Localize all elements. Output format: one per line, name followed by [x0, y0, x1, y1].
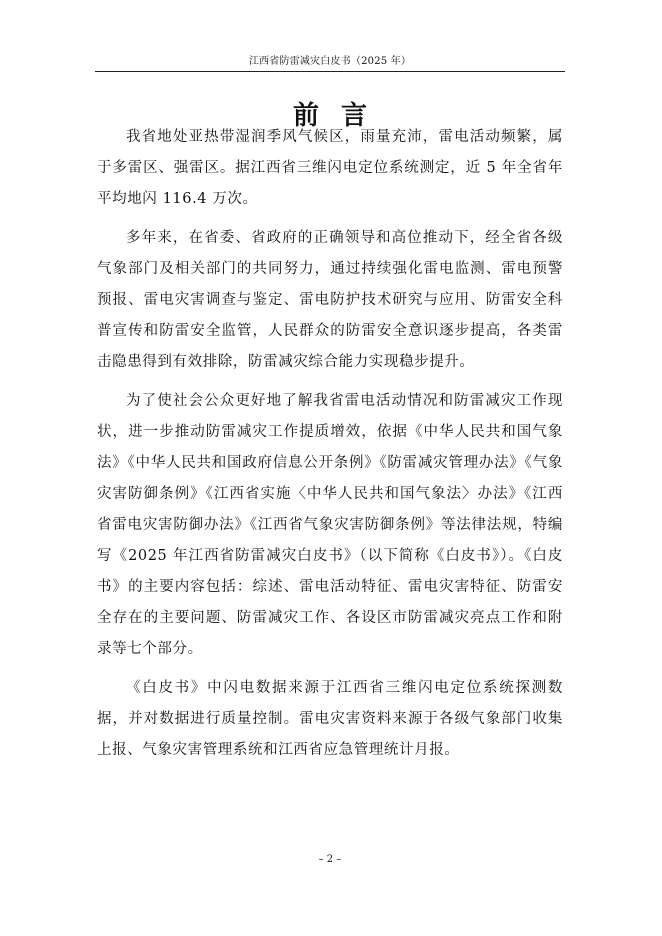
- page-title: 前言: [292, 101, 389, 132]
- header-divider: [95, 71, 565, 72]
- body-text: [97, 122, 563, 774]
- page-number: – 2 –: [318, 854, 342, 865]
- paragraph-1: 我省地处亚热带湿润季风气候区，雨量充沛，雷电活动频繁，属于多雷区、强雷区。据江西省三维闪电定位系统测定，近 5 年全省年平均地闪 116.4 万次。: [97, 129, 563, 207]
- running-header: 江西省防雷减灾白皮书（2025 年）: [248, 56, 412, 67]
- paragraph-4: 《白皮书》中闪电数据来源于江西省三维闪电定位系统探测数据，并对数据进行质量控制。雷电灾害资料来源于各级气象部门收集上报、气象灾害管理系统和江西省应急管理统计月报。: [97, 680, 563, 758]
- paragraph-2: 多年来，在省委、省政府的正确领导和高位推动下，经全省各级气象部门及相关部门的共同努力，通过持续强化雷电监测、雷电预警预报、雷电灾害调查与鉴定、雷电防护技术研究与应用、防雷安全科普宣传和防雷安全监管，人民群众的防雷安全意识逐步提高，各类雷击隐患得到有效排除，防雷减灾综合能力实现稳步提升。: [97, 230, 563, 370]
- paragraph-3: 为了使社会公众更好地了解我省雷电活动情况和防雷减灾工作现状，进一步推动防雷减灾工作提质增效，依据《中华人民共和国气象法》《中华人民共和国政府信息公开条例》《防雷减灾管理办法》《气象灾害防御条例》《江西省实施〈中华人民共和国气象法〉办法》《江西省雷电灾害防御办法》《江西省气象灾害防御条例》等法律法规，特编写《2025 年江西省防雷减灾白皮书》（以下简称《白皮书》）。《白皮书》的主要内容包括：综述、雷电活动特征、雷电灾害特征、防雷安全存在的主要问题、防雷减灾工作、各设区市防雷减灾亮点工作和附录等七个部分。: [97, 393, 563, 657]
